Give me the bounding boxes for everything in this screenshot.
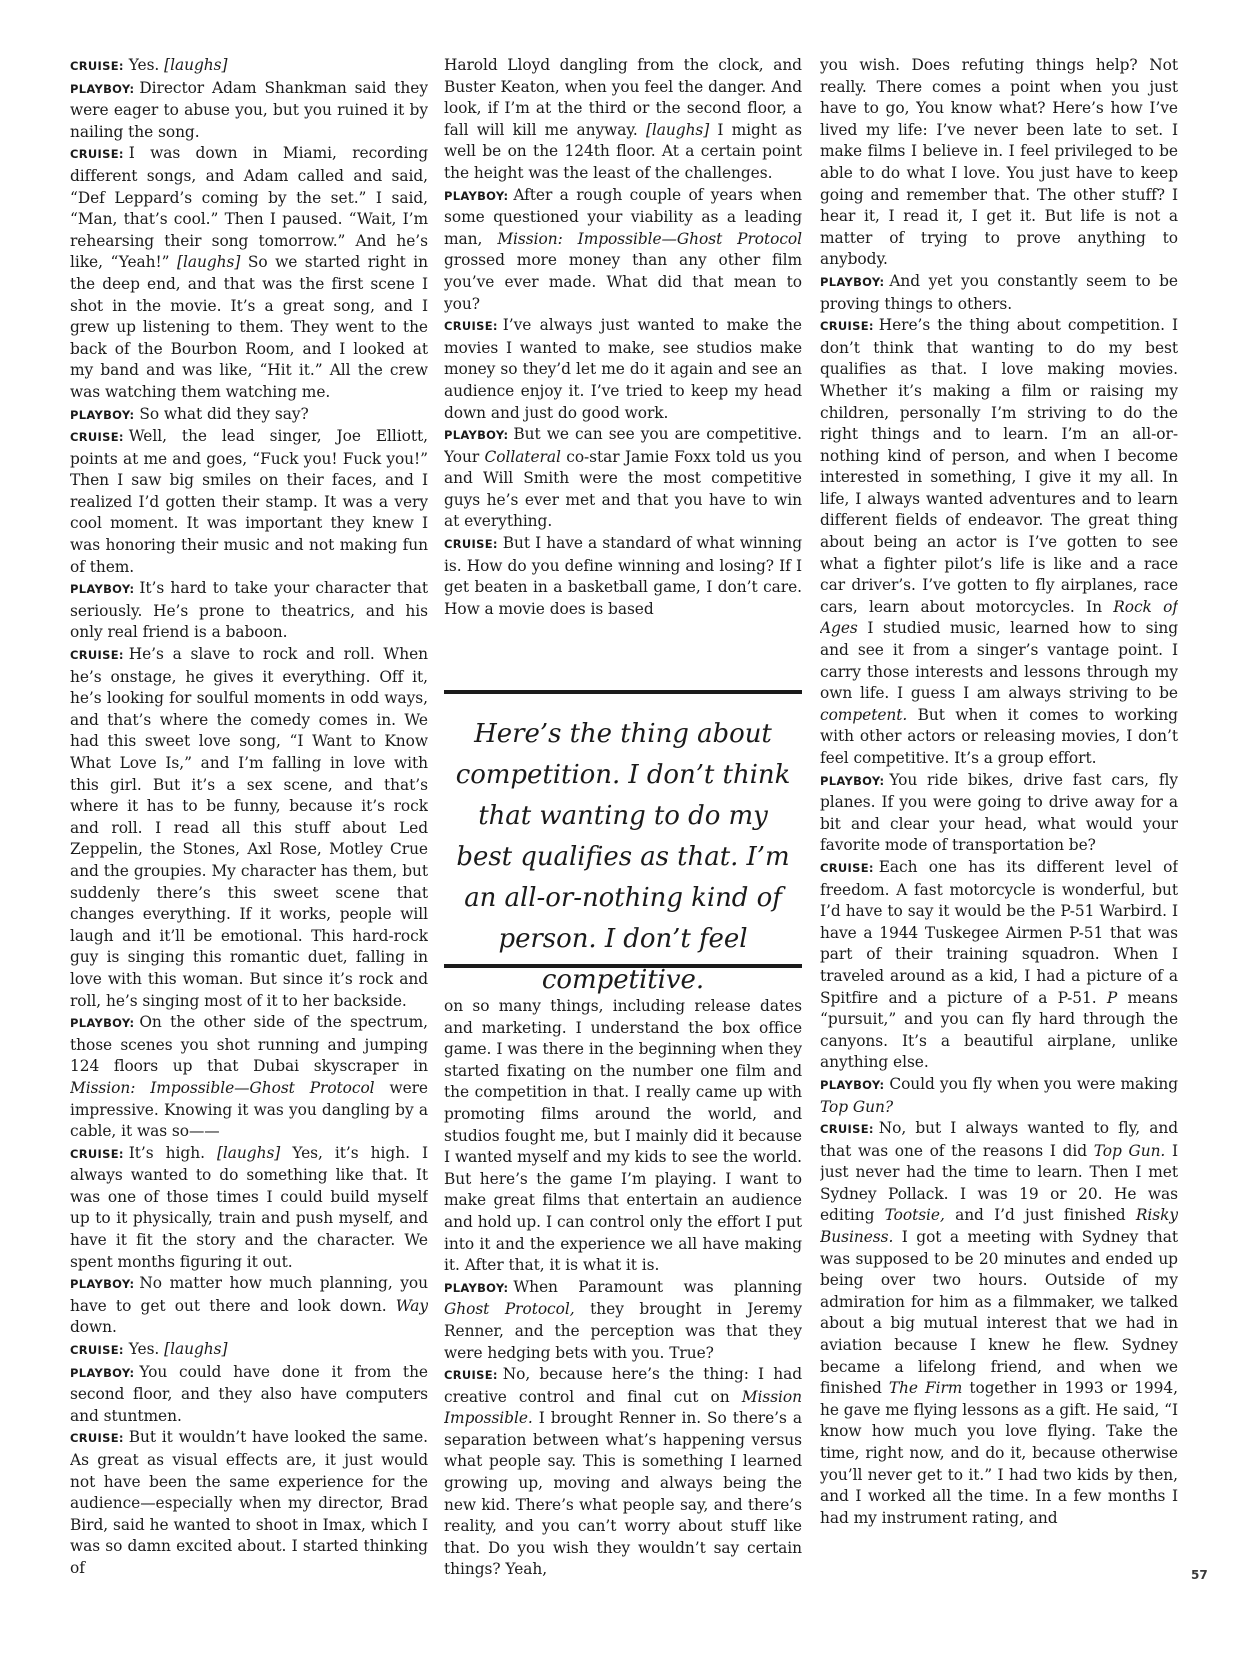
interview-paragraph: [70, 1339, 428, 1362]
interview-paragraph: [70, 1427, 428, 1579]
interview-paragraph: [820, 1074, 1178, 1118]
body-text: You could have done it from the second floor, and they also have computers and stuntmen.: [70, 1362, 428, 1425]
body-text: On the other side of the spectrum, those scenes you shot running and jumping 124 floors up that Dubai skyscraper in: [70, 1013, 428, 1076]
speaker-label: CRUISE:: [70, 147, 124, 162]
body-text: Harold Lloyd dangling from the clock, and Buster Keaton, when you feel the danger. And look, if I’m at the third or the second floor, a fall will kill me anyway.: [444, 56, 802, 139]
speaker-label: CRUISE:: [70, 1431, 124, 1446]
italic-text: Rock of Ages: [820, 597, 1178, 638]
speaker-label: PLAYBOY:: [70, 1016, 135, 1031]
italic-text: Top Gun?: [820, 1097, 894, 1116]
interview-paragraph: [70, 578, 428, 644]
italic-text: [laughs]: [177, 253, 241, 272]
body-text: You ride bikes, drive fast cars, fly planes. If you were going to drive away for a bit and clear your head, what would your favorite mode of transportation be?: [820, 770, 1178, 855]
speaker-label: CRUISE:: [820, 860, 874, 875]
column-2: [444, 55, 802, 1635]
speaker-label: PLAYBOY:: [820, 773, 885, 788]
italic-text: P: [1106, 988, 1118, 1007]
italic-text: Collateral: [484, 447, 561, 466]
italic-text: The Firm: [888, 1379, 963, 1398]
body-text: But when it comes to working with other actors or releasing movies, I don’t feel competitive. It’s a group effort.: [820, 705, 1178, 767]
interview-paragraph: [70, 1012, 428, 1143]
interview-paragraph: [444, 996, 802, 1277]
italic-text: [laughs]: [216, 1143, 281, 1162]
speaker-label: CRUISE:: [820, 319, 874, 334]
body-text: But we can see you are competitive. Your: [444, 425, 802, 466]
column-3: [820, 55, 1178, 1635]
italic-text: [laughs]: [645, 120, 710, 139]
speaker-label: CRUISE:: [444, 537, 498, 552]
interview-paragraph: [70, 644, 428, 1012]
body-text: I brought Renner in. So there’s a separation between what’s happening versus what people say. This is something I learned growing up, moving and always being the new kid. There’s what people say, and there’s reality, and you can’t worry about stuff like that. Do you wish they wouldn’t say certain things? Yeah,: [444, 1409, 802, 1579]
interview-paragraph: [444, 424, 802, 533]
body-text: After a rough couple of years when some questioned your viability as a leading man,: [444, 185, 802, 248]
body-text: Could you fly when you were making: [889, 1074, 1178, 1093]
body-text: I was down in Miami, recording different songs, and Adam called and said, “Def Leppard’s coming by the set.” I said, “Man, that’s cool.” Then I paused. “Wait, I’m rehearsing their song tomorrow.” And he’s like, “Yeah!”: [70, 144, 428, 272]
body-text: Each one has its different level of freedom. A fast motorcycle is wonderful, but I’d have to say it would be the P-51 Warbird. I have a 1944 Tuskegee Airmen P-51 that was part of their training squadron. When I traveled around as a kid, I had a picture of a Spitfire and a picture of a P-51.: [820, 857, 1178, 1007]
speaker-label: PLAYBOY:: [444, 1280, 509, 1295]
interview-paragraph: [70, 426, 428, 578]
body-text: So what did they say?: [139, 404, 309, 423]
interview-paragraph: [820, 271, 1178, 315]
body-text: and I’d just finished: [944, 1206, 1136, 1225]
body-text: No, but I always wanted to fly, and that was one of the reasons I did: [820, 1119, 1178, 1160]
body-text: It’s hard to take your character that seriously. He’s prone to theatrics, and his only real friend is a baboon.: [70, 579, 428, 642]
body-text: I just never had the time to learn. Then I met Sydney Pollack. I was 19 or 20. He was editing: [820, 1141, 1178, 1225]
body-text: co-star Jamie Foxx told us you and Will Smith were the most competitive guys he’s ever met and that you have to win at everything.: [444, 447, 802, 531]
speaker-label: CRUISE:: [70, 59, 124, 73]
body-text: Well, the lead singer, Joe Elliott, points at me and goes, “Fuck you! Fuck you!” Then I saw big smiles on their faces, and I realized I’d gotten their stamp. It was a very cool moment. It was important they knew I was honoring their music and not making fun of them.: [70, 427, 428, 576]
body-text: Yes.: [128, 1340, 165, 1359]
body-text: So we started right in the deep end, and that was the first scene I shot in the movie. It’s a great song, and I grew up listening to them. They went to the back of the Bourbon Room, and I looked at my band and was like, “Hit it.” All the crew was watching them watching me.: [70, 253, 428, 401]
italic-text: Risky Business.: [820, 1206, 1178, 1247]
speaker-label: PLAYBOY:: [820, 1077, 885, 1092]
speaker-label: CRUISE:: [70, 648, 124, 663]
body-text: No, because here’s the thing: I had creative control and final cut on: [444, 1365, 802, 1406]
body-text: together in 1993 or 1994, he gave me flying lessons as a gift. He said, “I know how much you love flying. Take the time, right now, and do it, because otherwise you’ll never get to it.” I had two kids by then, and I worked all the time. In a few months I had my instrument rating, and: [820, 1379, 1178, 1527]
speaker-label: CRUISE:: [70, 430, 124, 445]
body-text: But it wouldn’t have looked the same. As great as visual effects are, it just would not have been the same experience for the audience—especially when my director, Brad Bird, said he wanted to shoot in Imax, which I was so damn excited about. I started thinking of: [70, 1428, 428, 1577]
body-text: on so many things, including release dates and marketing. I understand the box office game. I was there in the beginning when they started fixating on the number one film and the competition in that. I really came up with promoting films around the world, and studios fought me, but I mainly did it because I wanted myself and my kids to see the world. But here’s the game I’m playing. I want to make great films that entertain an audience and hold up. I can control only the effort I put into it and the experience we all have making it. After that, it is what it is.: [444, 997, 802, 1275]
page-number: 57: [1191, 1568, 1208, 1582]
body-text: I got a meeting with Sydney that was supposed to be 20 minutes and ended up being over two hours. Outside of my admiration for him as a filmmaker, we talked about a big mutual interest that we had in aviation because I knew he flew. Sydney became a lifelong friend, and when we finished: [820, 1228, 1178, 1398]
body-text: were impressive. Knowing it was you dangling by a cable, it was so——: [70, 1078, 428, 1141]
speaker-label: PLAYBOY:: [444, 188, 509, 203]
interview-paragraph: [820, 1118, 1178, 1529]
body-text: you wish. Does refuting things help? Not really. There comes a point when you just have to go, You know what? Here’s how I’ve lived my life: I’ve never been late to set. I make films I believe in. I feel privileged to be able to do what I love. You just have to keep going and remember that. The other stuff? I hear it, I read it, I get it. But life is not a matter of trying to prove anything to anybody.: [820, 56, 1178, 269]
speaker-label: CRUISE:: [70, 1146, 124, 1161]
interview-paragraph: [820, 857, 1178, 1074]
speaker-label: PLAYBOY:: [70, 407, 135, 422]
body-text: I’ve always just wanted to make the movies I wanted to make, see studios make money so they’d let me do it again and see an audience enjoy it. I’ve tried to keep my head down and just do good work.: [444, 316, 802, 422]
column-2-top: [444, 55, 802, 675]
interview-paragraph: [820, 55, 1178, 271]
italic-text: [laughs]: [164, 1340, 228, 1359]
body-text: I might as well be on the 124th floor. At a certain point the height was the least of the challenges.: [444, 120, 802, 182]
speaker-label: CRUISE:: [444, 319, 498, 334]
speaker-label: PLAYBOY:: [70, 1277, 135, 1292]
interview-paragraph: [70, 78, 428, 144]
body-text: I studied music, learned how to sing and see it from a singer’s vantage point. I carry those interests and lessons through my own life. I guess I am always striving to be: [820, 619, 1178, 703]
body-text: But I have a standard of what winning is. How do you define winning and losing? If I get beaten in a basketball game, I don’t care. How a movie does is based: [444, 534, 802, 618]
interview-paragraph: [820, 315, 1178, 769]
speaker-label: CRUISE:: [820, 1122, 874, 1137]
body-text: He’s a slave to rock and roll. When he’s onstage, he gives it everything. Off it, he’s looking for soulful moments in odd ways, and that’s where the comedy comes in. We had this sweet love song, “I Want to Know What Love Is,” and I’m falling in love with this girl. But it’s a sex scene, and that’s where it has to be funny, because it’s rock and roll. I read all this stuff about Led Zeppelin, the Stones, Axl Rose, Motley Crue and the groupies. My character has them, but suddenly there’s this sweet scene that changes everything. If it works, people will laugh and it’ll be emotional. This hard-rock guy is singing this romantic duet, falling in love with this woman. But since it’s rock and roll, he’s singing most of it to her backside.: [70, 645, 428, 1010]
interview-paragraph: [444, 1364, 802, 1581]
body-text: Here’s the thing about competition. I don’t think that wanting to do my best qualifies as that. I love making movies. Whether it’s making a film or raising my children, personally I’m striving to do the right things and to learn. I’m an all-or-nothing kind of person, and when I become interested in something, I give it my all. In life, I always wanted adventures and to learn different fields of endeavor. The great thing about being an actor is I’ve gotten to see what a fighter pilot’s life is like and a race car driver’s. I’ve gotten to fly airplanes, race cars, learn about motorcycles. In: [820, 316, 1178, 616]
italic-text: [laughs]: [164, 56, 228, 74]
italic-text: Tootsie,: [884, 1206, 945, 1225]
speaker-label: CRUISE:: [70, 1343, 124, 1358]
interview-paragraph: [70, 404, 428, 427]
body-text: When Paramount was planning: [513, 1277, 802, 1296]
italic-text: Mission Impossible.: [444, 1387, 802, 1428]
speaker-label: PLAYBOY:: [70, 81, 135, 96]
italic-text: Mission: Impossible—Ghost Protocol: [70, 1078, 375, 1097]
column-1: [70, 55, 428, 1635]
interview-paragraph: [444, 55, 802, 185]
italic-text: Mission: Impossible—Ghost Protocol: [497, 229, 802, 248]
speaker-label: CRUISE:: [444, 1368, 498, 1383]
interview-paragraph: [444, 315, 802, 424]
column-2-bottom: [444, 996, 802, 1635]
body-text: Yes, it’s high. I always wanted to do something like that. It was one of those times I could build myself up to it physically, train and push myself, and have it fit the story and the character. We spent months figuring it out.: [70, 1143, 428, 1271]
pull-quote: Here’s the thing about competition. I don’t think that wanting to do my best qualifies as that. I’m an all-or-nothing kind of person. I don’t feel competitive.: [444, 690, 802, 968]
body-text: means “pursuit,” and you can fly hard through the canyons. It’s a beautiful airplane, unlike anything else.: [820, 988, 1178, 1072]
interview-paragraph: [444, 533, 802, 620]
speaker-label: PLAYBOY:: [444, 428, 509, 443]
interview-paragraph: [70, 55, 428, 78]
interview-paragraph: [444, 185, 802, 316]
body-text: And yet you constantly seem to be proving things to others.: [820, 271, 1178, 313]
body-text: It’s high.: [128, 1143, 217, 1162]
italic-text: Ghost Protocol,: [444, 1300, 575, 1319]
italic-text: competent.: [820, 705, 908, 724]
interview-paragraph: [70, 143, 428, 403]
speaker-label: PLAYBOY:: [70, 582, 135, 597]
interview-paragraph: [70, 1362, 428, 1428]
interview-paragraph: [70, 1143, 428, 1274]
interview-paragraph: [820, 770, 1178, 857]
body-text: they brought in Jeremy Renner, and the perception was that they were hedging bets with you. True?: [444, 1300, 802, 1362]
body-text: down.: [70, 1318, 117, 1337]
interview-paragraph: [444, 1277, 802, 1364]
body-text: Director Adam Shankman said they were eager to abuse you, but you ruined it by nailing the song.: [70, 78, 428, 141]
interview-paragraph: [70, 1273, 428, 1339]
speaker-label: PLAYBOY:: [820, 274, 885, 289]
italic-text: Top Gun.: [1093, 1141, 1166, 1160]
speaker-label: PLAYBOY:: [70, 1365, 135, 1380]
body-text: No matter how much planning, you have to get out there and look down.: [70, 1274, 428, 1315]
body-text: grossed more money than any other film you’ve ever made. What did that mean to you?: [444, 251, 802, 313]
italic-text: Way: [395, 1296, 428, 1315]
body-text: Yes.: [128, 56, 165, 74]
